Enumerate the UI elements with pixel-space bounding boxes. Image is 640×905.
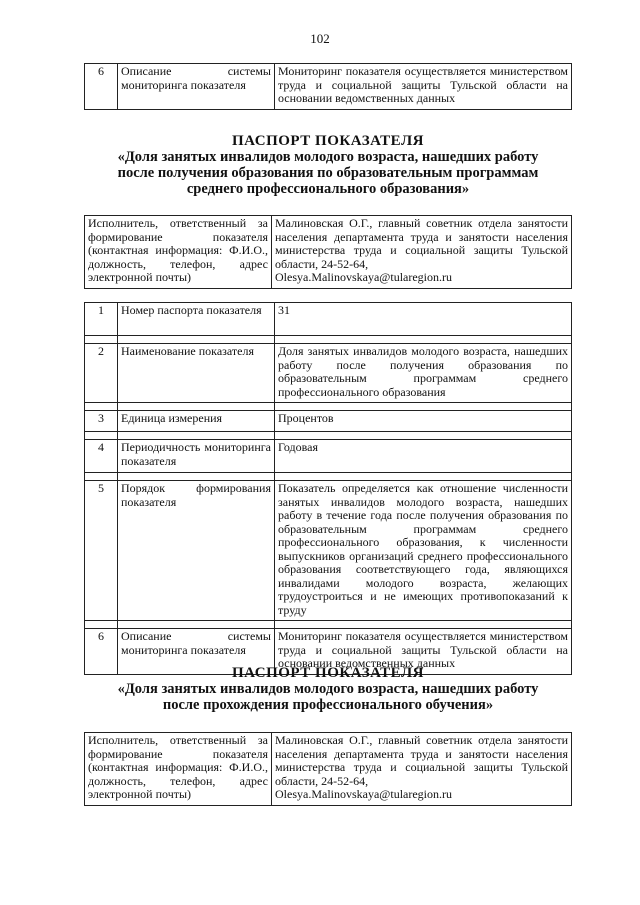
- executor-contact: Малиновская О.Г., главный советник отдела занятости населения департамента труда и занятости населения министерства труда и социальной защиты Тульской области, 24-52-64,: [275, 733, 568, 788]
- executor-email: Olesya.Malinovskaya@tularegion.ru: [275, 270, 453, 284]
- row-label: Описание системы мониторинга показателя: [118, 64, 275, 110]
- row-value: Доля занятых инвалидов молодого возраста, нашедших работу после получения образования по образовательным программам среднего профессионального образования: [275, 344, 572, 403]
- passport-2-subtitle-line: «Доля занятых инвалидов молодого возраста, нашедших работу: [117, 681, 539, 697]
- table-row: [85, 481, 572, 621]
- row-label: Наименование показателя: [118, 344, 275, 403]
- table-spacer: [85, 621, 572, 629]
- row-number: 1: [85, 303, 118, 336]
- row-value: Мониторинг показателя осуществляется министерством труда и социальной защиты Тульской области на основании ведомственных данных: [275, 629, 572, 675]
- passport-1-table: [84, 302, 572, 675]
- row-number: 4: [85, 440, 118, 473]
- row-value: Мониторинг показателя осуществляется министерством труда и социальной защиты Тульской области на основании ведомственных данных: [275, 64, 572, 110]
- executor-value: [272, 733, 572, 806]
- row-value: Годовая: [275, 440, 572, 473]
- row-number: 6: [85, 64, 118, 110]
- passport-2-title: ПАСПОРТ ПОКАЗАТЕЛЯ: [232, 665, 424, 681]
- table-row: [85, 216, 572, 289]
- page-number: 102: [310, 31, 330, 46]
- table-row: [85, 303, 572, 336]
- table-spacer: [85, 403, 572, 411]
- passport-1-title: ПАСПОРТ ПОКАЗАТЕЛЯ: [232, 133, 424, 149]
- table-spacer: [85, 432, 572, 440]
- passport-1-subtitle-line: после получения образования по образовательным программам: [117, 165, 539, 181]
- passport-2-executor-table: [84, 732, 572, 806]
- row-value: Процентов: [275, 411, 572, 432]
- row-label: Номер паспорта показателя: [118, 303, 275, 336]
- table-spacer: [85, 473, 572, 481]
- table-row: [85, 344, 572, 403]
- table-row: [85, 440, 572, 473]
- passport-1-subtitle-line: среднего профессионального образования»: [186, 181, 470, 197]
- previous-passport-fragment: [84, 63, 572, 110]
- executor-email: Olesya.Malinovskaya@tularegion.ru: [275, 787, 453, 801]
- row-value: 31: [275, 303, 572, 336]
- row-label: Периодичность мониторинга показателя: [118, 440, 275, 473]
- row-label: Порядок формирования показателя: [118, 481, 275, 621]
- table-row: [85, 411, 572, 432]
- passport-1-subtitle-line: «Доля занятых инвалидов молодого возраста, нашедших работу: [117, 149, 539, 165]
- row-number: 5: [85, 481, 118, 621]
- executor-value: [272, 216, 572, 289]
- row-label: Описание системы мониторинга показателя: [118, 629, 275, 675]
- row-number: 6: [85, 629, 118, 675]
- table-spacer: [85, 336, 572, 344]
- executor-label: Исполнитель, ответственный за формирование показателя (контактная информация: Ф.И.О., должность, телефон, адрес электронной почты): [85, 216, 272, 289]
- row-value: Показатель определяется как отношение численности занятых инвалидов молодого возраста, нашедших работу в течение года после получения образования по образовательным программам среднего профессионального образования, к численности выпускников организаций среднего профессионального образования соответствующего года, являющихся инвалидами молодого возраста, желающих трудоустроиться и не имеющих противопоказаний к труду: [275, 481, 572, 621]
- row-number: 3: [85, 411, 118, 432]
- row-number: 2: [85, 344, 118, 403]
- executor-label: Исполнитель, ответственный за формирование показателя (контактная информация: Ф.И.О., должность, телефон, адрес электронной почты): [85, 733, 272, 806]
- table-row: [85, 733, 572, 806]
- passport-1-executor-table: [84, 215, 572, 289]
- passport-2-heading: [84, 665, 572, 713]
- passport-2-subtitle-line: после прохождения профессионального обучения»: [162, 697, 494, 713]
- passport-1-heading: [84, 133, 572, 197]
- table-row: [85, 64, 572, 110]
- executor-contact: Малиновская О.Г., главный советник отдела занятости населения департамента труда и занятости населения министерства труда и социальной защиты Тульской области, 24-52-64,: [275, 216, 568, 271]
- row-label: Единица измерения: [118, 411, 275, 432]
